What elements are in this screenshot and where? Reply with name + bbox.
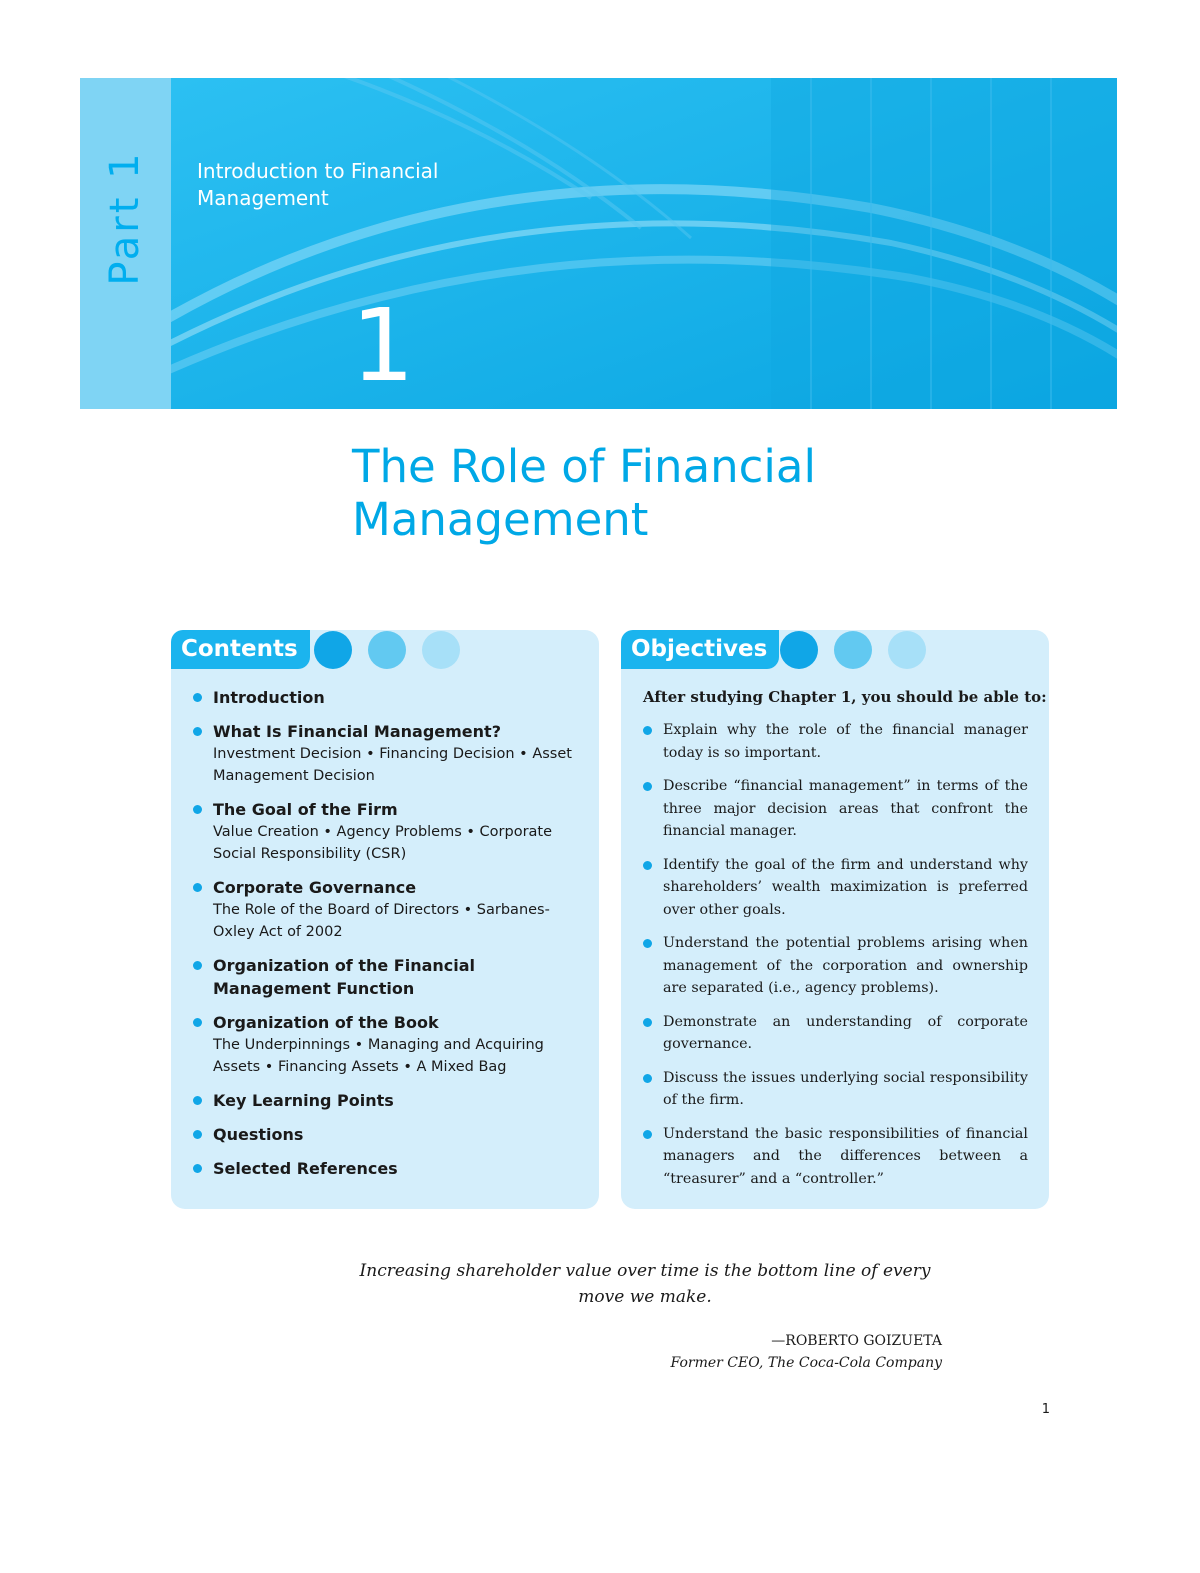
objectives-heading: Objectives [621, 630, 779, 669]
chapter-number: 1 [351, 287, 415, 404]
contents-item-title: Organization of the Book [213, 1013, 439, 1032]
objective-text: Describe “financial management” in terms of the three major decision areas that confront the financial manager. [663, 778, 1028, 839]
bullet-icon [193, 1096, 202, 1105]
part-title: Introduction to Financial Management [197, 159, 439, 210]
contents-item-subtopics: Investment Decision • Financing Decision • Asset Management Decision [213, 746, 572, 784]
bullet-icon [643, 1130, 652, 1139]
contents-box [171, 630, 599, 1209]
objective-item [643, 775, 1028, 843]
dot-icon [368, 631, 406, 669]
bullet-icon [193, 805, 202, 814]
contents-item-subtopics: The Role of the Board of Directors • Sarbanes-Oxley Act of 2002 [213, 902, 550, 940]
chapter-banner [171, 78, 1117, 409]
contents-item-title: What Is Financial Management? [213, 722, 501, 741]
contents-item-subtopics: The Underpinnings • Managing and Acquiring Assets • Financing Assets • A Mixed Bag [213, 1037, 544, 1075]
bullet-icon [643, 726, 652, 735]
contents-item [191, 1089, 586, 1112]
objective-text: Demonstrate an understanding of corporate governance. [663, 1013, 1028, 1052]
dot-icon [834, 631, 872, 669]
dot-icon [422, 631, 460, 669]
objective-text: Discuss the issues underlying social responsibility of the firm. [663, 1069, 1028, 1108]
bullet-icon [643, 939, 652, 948]
bullet-icon [193, 1164, 202, 1173]
objectives-list [643, 719, 1028, 1201]
objective-item [643, 932, 1028, 1000]
bullet-icon [193, 693, 202, 702]
objective-item [643, 1123, 1028, 1191]
building-photo-illustration [171, 78, 1117, 409]
contents-item-title: Organization of the Financial Management Function [213, 956, 476, 998]
contents-item-title: Introduction [213, 688, 325, 707]
contents-item-title: Questions [213, 1125, 304, 1144]
contents-item [191, 720, 586, 787]
bullet-icon [643, 861, 652, 870]
contents-heading: Contents [171, 630, 310, 669]
bullet-icon [193, 883, 202, 892]
objective-text: Explain why the role of the financial manager today is so important. [663, 722, 1028, 761]
bullet-icon [643, 1074, 652, 1083]
bullet-icon [193, 727, 202, 736]
objective-text: Understand the potential problems arising when management of the corporation and ownership are separated (i.e., agency problems). [663, 935, 1028, 996]
contents-item-title: Selected References [213, 1159, 398, 1178]
bullet-icon [643, 1018, 652, 1027]
bullet-icon [193, 1130, 202, 1139]
page-number: 1 [1041, 1402, 1050, 1417]
contents-item-title: Corporate Governance [213, 878, 417, 897]
dot-icon [314, 631, 352, 669]
bullet-icon [193, 1018, 202, 1027]
bullet-icon [643, 782, 652, 791]
objectives-intro: After studying Chapter 1, you should be able to: [643, 688, 1047, 706]
chapter-title: The Role of Financial Management [352, 440, 816, 546]
contents-item [191, 954, 586, 1000]
contents-item [191, 686, 586, 709]
contents-item-title: Key Learning Points [213, 1091, 394, 1110]
contents-item-title: The Goal of the Firm [213, 800, 398, 819]
dot-icon [780, 631, 818, 669]
objective-text: Understand the basic responsibilities of financial managers and the differences between a “treasurer” and a “controller.” [663, 1125, 1028, 1187]
dot-icon [888, 631, 926, 669]
objective-text: Identify the goal of the firm and understand why shareholders’ wealth maximization is preferred over other goals. [663, 856, 1028, 918]
contents-list [191, 686, 586, 1191]
contents-item-subtopics: Value Creation • Agency Problems • Corporate Social Responsibility (CSR) [213, 824, 553, 862]
quote-author-role: Former CEO, The Coca-Cola Company [670, 1355, 942, 1371]
contents-item [191, 876, 586, 943]
quote-author: —ROBERTO GOIZUETA [771, 1333, 942, 1349]
objectives-box [621, 630, 1049, 1209]
objective-item [643, 1011, 1028, 1056]
objective-item [643, 719, 1028, 764]
epigraph-quote: Increasing shareholder value over time is the bottom line of every move we make. [359, 1261, 931, 1307]
contents-item [191, 1157, 586, 1180]
objective-item [643, 854, 1028, 922]
objective-item [643, 1067, 1028, 1112]
part-label: Part 1 [102, 150, 148, 286]
contents-item [191, 1123, 586, 1146]
contents-item [191, 798, 586, 865]
bullet-icon [193, 961, 202, 970]
contents-item [191, 1011, 586, 1078]
